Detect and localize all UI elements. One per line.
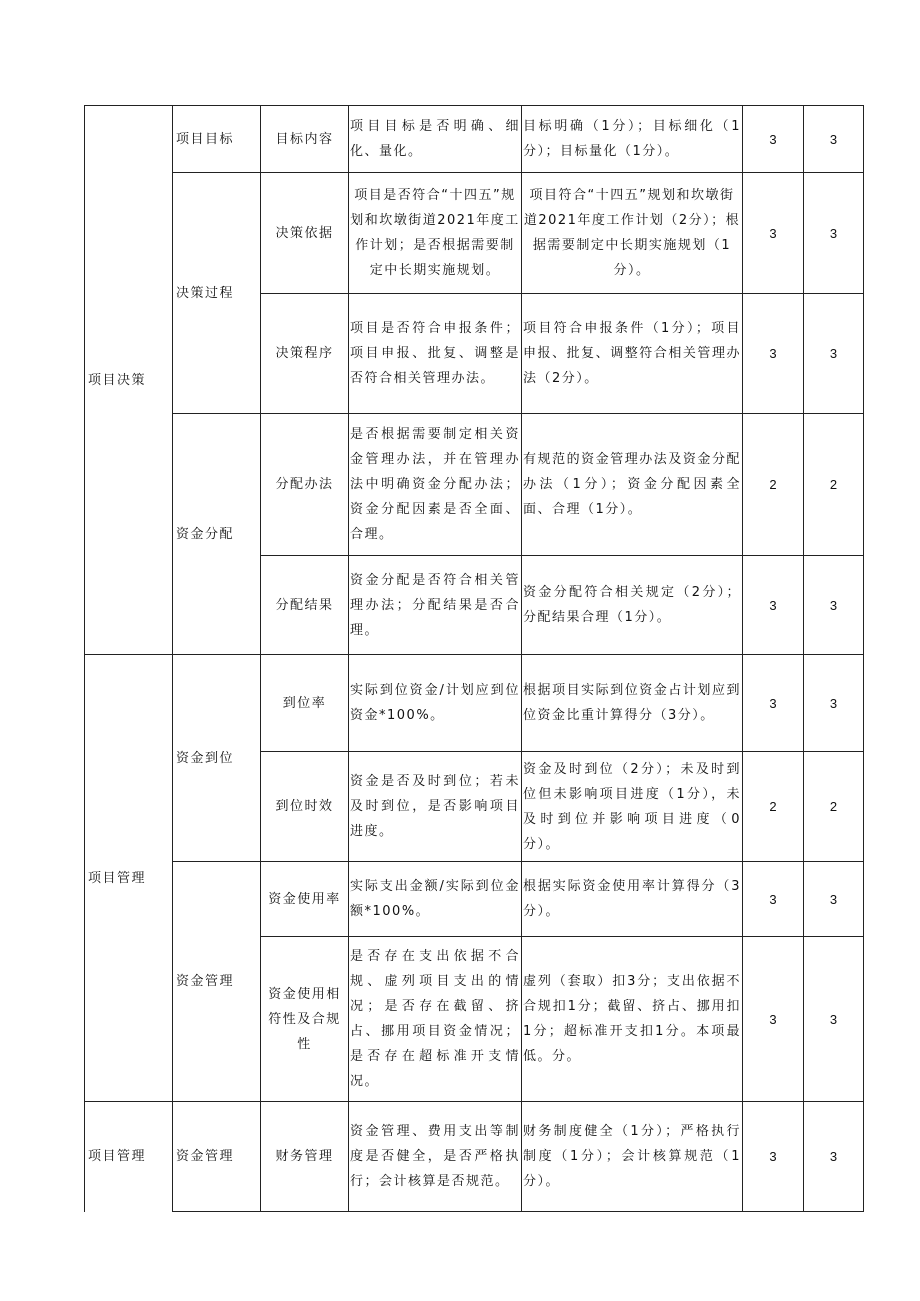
indicator-content: 实际到位资金/计划应到位资金*100%。 (349, 655, 522, 752)
scoring-standard: 根据项目实际到位资金占计划应到位资金比重计算得分（3分）。 (522, 655, 743, 752)
level3-indicator: 资金使用相符性及合规性 (261, 937, 349, 1102)
indicator-content: 资金分配是否符合相关管理办法；分配结果是否合理。 (349, 556, 522, 655)
scoring-standard: 项目符合申报条件（1分）；项目申报、批复、调整符合相关管理办法（2分）。 (522, 294, 743, 414)
level1-indicator: 项目管理 (85, 655, 173, 1102)
score-value: 3 (804, 106, 864, 173)
score-value: 3 (804, 655, 864, 752)
level2-indicator: 资金到位 (173, 655, 261, 862)
score-value: 3 (804, 1102, 864, 1212)
weight-value: 3 (743, 556, 804, 655)
score-value: 3 (804, 294, 864, 414)
scoring-standard: 财务制度健全（1分）；严格执行制度（1分）；会计核算规范（1分）。 (522, 1102, 743, 1212)
indicator-content: 项目目标是否明确、细化、量化。 (349, 106, 522, 173)
weight-value: 3 (743, 106, 804, 173)
table-row (85, 414, 864, 556)
level3-indicator: 到位时效 (261, 752, 349, 862)
weight-value: 3 (743, 1102, 804, 1212)
scoring-standard: 资金及时到位（2分）；未及时到位但未影响项目进度（1分），未及时到位并影响项目进度（0分）。 (522, 752, 743, 862)
score-value: 2 (804, 752, 864, 862)
score-value: 3 (804, 862, 864, 937)
scoring-standard: 资金分配符合相关规定（2分）；分配结果合理（1分）。 (522, 556, 743, 655)
score-value: 3 (804, 556, 864, 655)
weight-value: 2 (743, 414, 804, 556)
scoring-standard: 目标明确（1分）；目标细化（1分）；目标量化（1分）。 (522, 106, 743, 173)
scoring-standard: 根据实际资金使用率计算得分（3分）。 (522, 862, 743, 937)
scoring-standard: 虚列（套取）扣3分；支出依据不合规扣1分；截留、挤占、挪用扣1分；超标准开支扣1分。本项最低。分。 (522, 937, 743, 1102)
weight-value: 2 (743, 752, 804, 862)
table-row (85, 1102, 864, 1212)
indicator-content: 项目是否符合申报条件；项目申报、批复、调整是否符合相关管理办法。 (349, 294, 522, 414)
weight-value: 3 (743, 862, 804, 937)
indicator-content: 项目是否符合“十四五”规划和坎墩街道2021年度工作计划；是否根据需要制定中长期实施规划。 (349, 173, 522, 294)
level2-indicator: 项目目标 (173, 106, 261, 173)
indicator-content: 资金管理、费用支出等制度是否健全，是否严格执行；会计核算是否规范。 (349, 1102, 522, 1212)
level3-indicator: 到位率 (261, 655, 349, 752)
level3-indicator: 资金使用率 (261, 862, 349, 937)
level2-indicator: 资金管理 (173, 862, 261, 1102)
level3-indicator: 目标内容 (261, 106, 349, 173)
level3-indicator: 决策程序 (261, 294, 349, 414)
level3-indicator: 决策依据 (261, 173, 349, 294)
level2-indicator: 决策过程 (173, 173, 261, 414)
score-value: 3 (804, 173, 864, 294)
table-row (85, 655, 864, 752)
indicator-content: 实际支出金额/实际到位金额*100%。 (349, 862, 522, 937)
weight-value: 3 (743, 294, 804, 414)
score-value: 2 (804, 414, 864, 556)
level1-indicator: 项目决策 (85, 106, 173, 655)
level3-indicator: 分配结果 (261, 556, 349, 655)
level3-indicator: 分配办法 (261, 414, 349, 556)
level1-indicator: 项目管理 (85, 1102, 173, 1212)
indicator-content: 是否根据需要制定相关资金管理办法，并在管理办法中明确资金分配办法；资金分配因素是否全面、合理。 (349, 414, 522, 556)
table-row (85, 173, 864, 294)
indicator-content: 是否存在支出依据不合规、虚列项目支出的情况；是否存在截留、挤占、挪用项目资金情况；是否存在超标准开支情况。 (349, 937, 522, 1102)
level3-indicator: 财务管理 (261, 1102, 349, 1212)
evaluation-table-frame (84, 105, 863, 1213)
weight-value: 3 (743, 937, 804, 1102)
table-row (85, 862, 864, 937)
scoring-standard: 有规范的资金管理办法及资金分配办法（1分）；资金分配因素全面、合理（1分）。 (522, 414, 743, 556)
indicator-content: 资金是否及时到位；若未及时到位，是否影响项目进度。 (349, 752, 522, 862)
performance-evaluation-table (84, 105, 864, 1212)
weight-value: 3 (743, 655, 804, 752)
scoring-standard: 项目符合“十四五”规划和坎墩街道2021年度工作计划（2分）；根据需要制定中长期实施规划（1分）。 (522, 173, 743, 294)
level2-indicator: 资金管理 (173, 1102, 261, 1212)
weight-value: 3 (743, 173, 804, 294)
table-row (85, 106, 864, 173)
level2-indicator: 资金分配 (173, 414, 261, 655)
score-value: 3 (804, 937, 864, 1102)
